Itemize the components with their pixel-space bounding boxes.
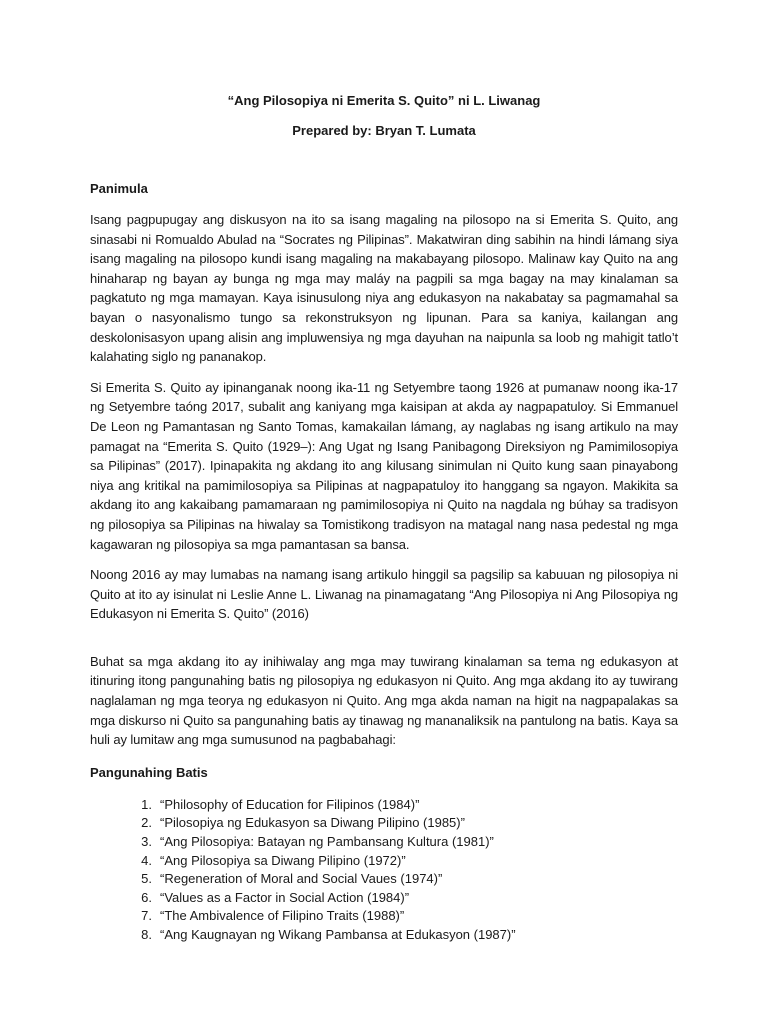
document-page <box>90 92 678 945</box>
list-item-text: “Values as a Factor in Social Action (1984)” <box>160 889 410 905</box>
list-item-text: “Pilosopiya ng Edukasyon sa Diwang Pilipino (1985)” <box>160 815 465 831</box>
paragraph-4: Buhat sa mga akdang ito ay inihiwalay ang mga may tuwirang kinalaman sa tema ng edukasyon at itinuring itong pangunahing batis ng pilosopiya ng edukasyon ni Quito. Ang mga akdang ito ay tuwirang naglalaman ng mga teorya ng edukasyon ni Quito. Ang mga akda naman na higit na nagpapalakas sa mga diskurso ni Quito sa pangunahing batis ay tinawag ng mananaliksik na pantulong na batis. Kaya sa huli ay lumitaw ang mga sumusunod na pagbabahagi: <box>90 653 678 748</box>
section-heading-pangunahing-batis: Pangunahing Batis <box>90 764 208 780</box>
list-item-number: 8. <box>141 927 152 942</box>
list-item <box>126 870 678 889</box>
list-item-text: “Ang Pilosopiya: Batayan ng Pambansang Kultura (1981)” <box>160 834 494 850</box>
list-item-text: “Philosophy of Education for Filipinos (1984)” <box>160 796 420 812</box>
list-item <box>126 852 678 871</box>
batis-list <box>90 796 678 945</box>
list-item <box>126 833 678 852</box>
document-title: “Ang Pilosopiya ni Emerita S. Quito” ni L. Liwanag <box>227 93 541 108</box>
list-item-number: 6. <box>141 889 152 905</box>
list-item-number: 7. <box>141 908 152 924</box>
list-item-number: 5. <box>141 871 152 887</box>
list-item-text: “Regeneration of Moral and Social Vaues (1974)” <box>160 871 443 887</box>
list-item <box>126 926 678 945</box>
list-item <box>126 796 678 815</box>
section-heading-panimula: Panimula <box>90 181 148 196</box>
list-item-text: “Ang Pilosopiya sa Diwang Pilipino (1972)” <box>160 852 406 868</box>
paragraph-2: Si Emerita S. Quito ay ipinanganak noong ika-11 ng Setyembre taong 1926 at pumanaw noong ika-17 ng Setyembre taóng 2017, subalit ang kaniyang mga kaisipan at akda ay nagpapatuloy. Si Emmanuel De Leon ng Pamantasan ng Santo Tomas, kamakailan lámang, ay naglabas ng isang artikulo na may pamagat na “Emerita S. Quito (1929–): Ang Ugat ng Isang Panibagong Direksiyon ng Pamimilosopiya sa Pilipinas” (2017). Ipinapakita ng akdang ito ang kilusang sinimulan ni Quito kung saan pinayabong niya ang kritikal na pamimilosopiya sa Pilipinas at nagpapatuloy ito hanggang sa ngayon. Makikita sa akdang ito ang kakaibang pamamaraan ng pamimilosopiya ni Quito na nagdala ng búhay sa tradisyon ng pilosopiya sa Pilipinas na hiwalay sa Tomistikong tradisyon na matagal nang nasa pedestal ng mga kagawaran ng pilosopiya sa mga pamantasan sa bansa. <box>90 379 678 552</box>
paragraph-1: Isang pagpupugay ang diskusyon na ito sa isang magaling na pilosopo na si Emerita S. Quito, ang sinasabi ni Romualdo Abulad na “Socrates ng Pilipinas”. Makatwiran ding sabihin na hindi lámang siya isang magaling na pilosopo kundi isang magaling na makabayang pilosopo. Malinaw kay Quito na ang hinaharap ng bayan ay bunga ng mga may maláy na pagpili sa mga bagay na may kinalaman sa pagkatuto ng mga mamayan. Kaya isinusulong niya ang edukasyon na nakabatay sa pagmamahal sa bayan o nasyonalismo tungo sa rekonstruksyon ng lipunan. Para sa kaniya, kailangan ang deskolonisasyon upang alisin ang impluwensiya ng mga dayuhan na naipunla sa loob ng mahigit tatlo’t kalahating siglo ng pananakop. <box>90 212 678 365</box>
list-item-number: 4. <box>141 852 152 868</box>
list-item-number: 1. <box>141 796 152 812</box>
list-item-text: “Ang Kaugnayan ng Wikang Pambansa at Edukasyon (1987)” <box>160 927 516 942</box>
list-item <box>126 907 678 926</box>
list-item <box>126 889 678 908</box>
paragraph-3: Noong 2016 ay may lumabas na namang isang artikulo hinggil sa pagsilip sa kabuuan ng pilosopiya ni Quito at ito ay isinulat ni Leslie Anne L. Liwanag na pinamagatang “Ang Pilosopiya ni Ang Pilosopiya ng Edukasyon ni Emerita S. Quito” (2016) <box>90 567 678 622</box>
list-item-text: “The Ambivalence of Filipino Traits (1988)” <box>160 908 405 924</box>
list-item <box>126 814 678 833</box>
list-item-number: 2. <box>141 815 152 831</box>
prepared-by: Prepared by: Bryan T. Lumata <box>292 123 476 138</box>
list-item-number: 3. <box>141 834 152 850</box>
